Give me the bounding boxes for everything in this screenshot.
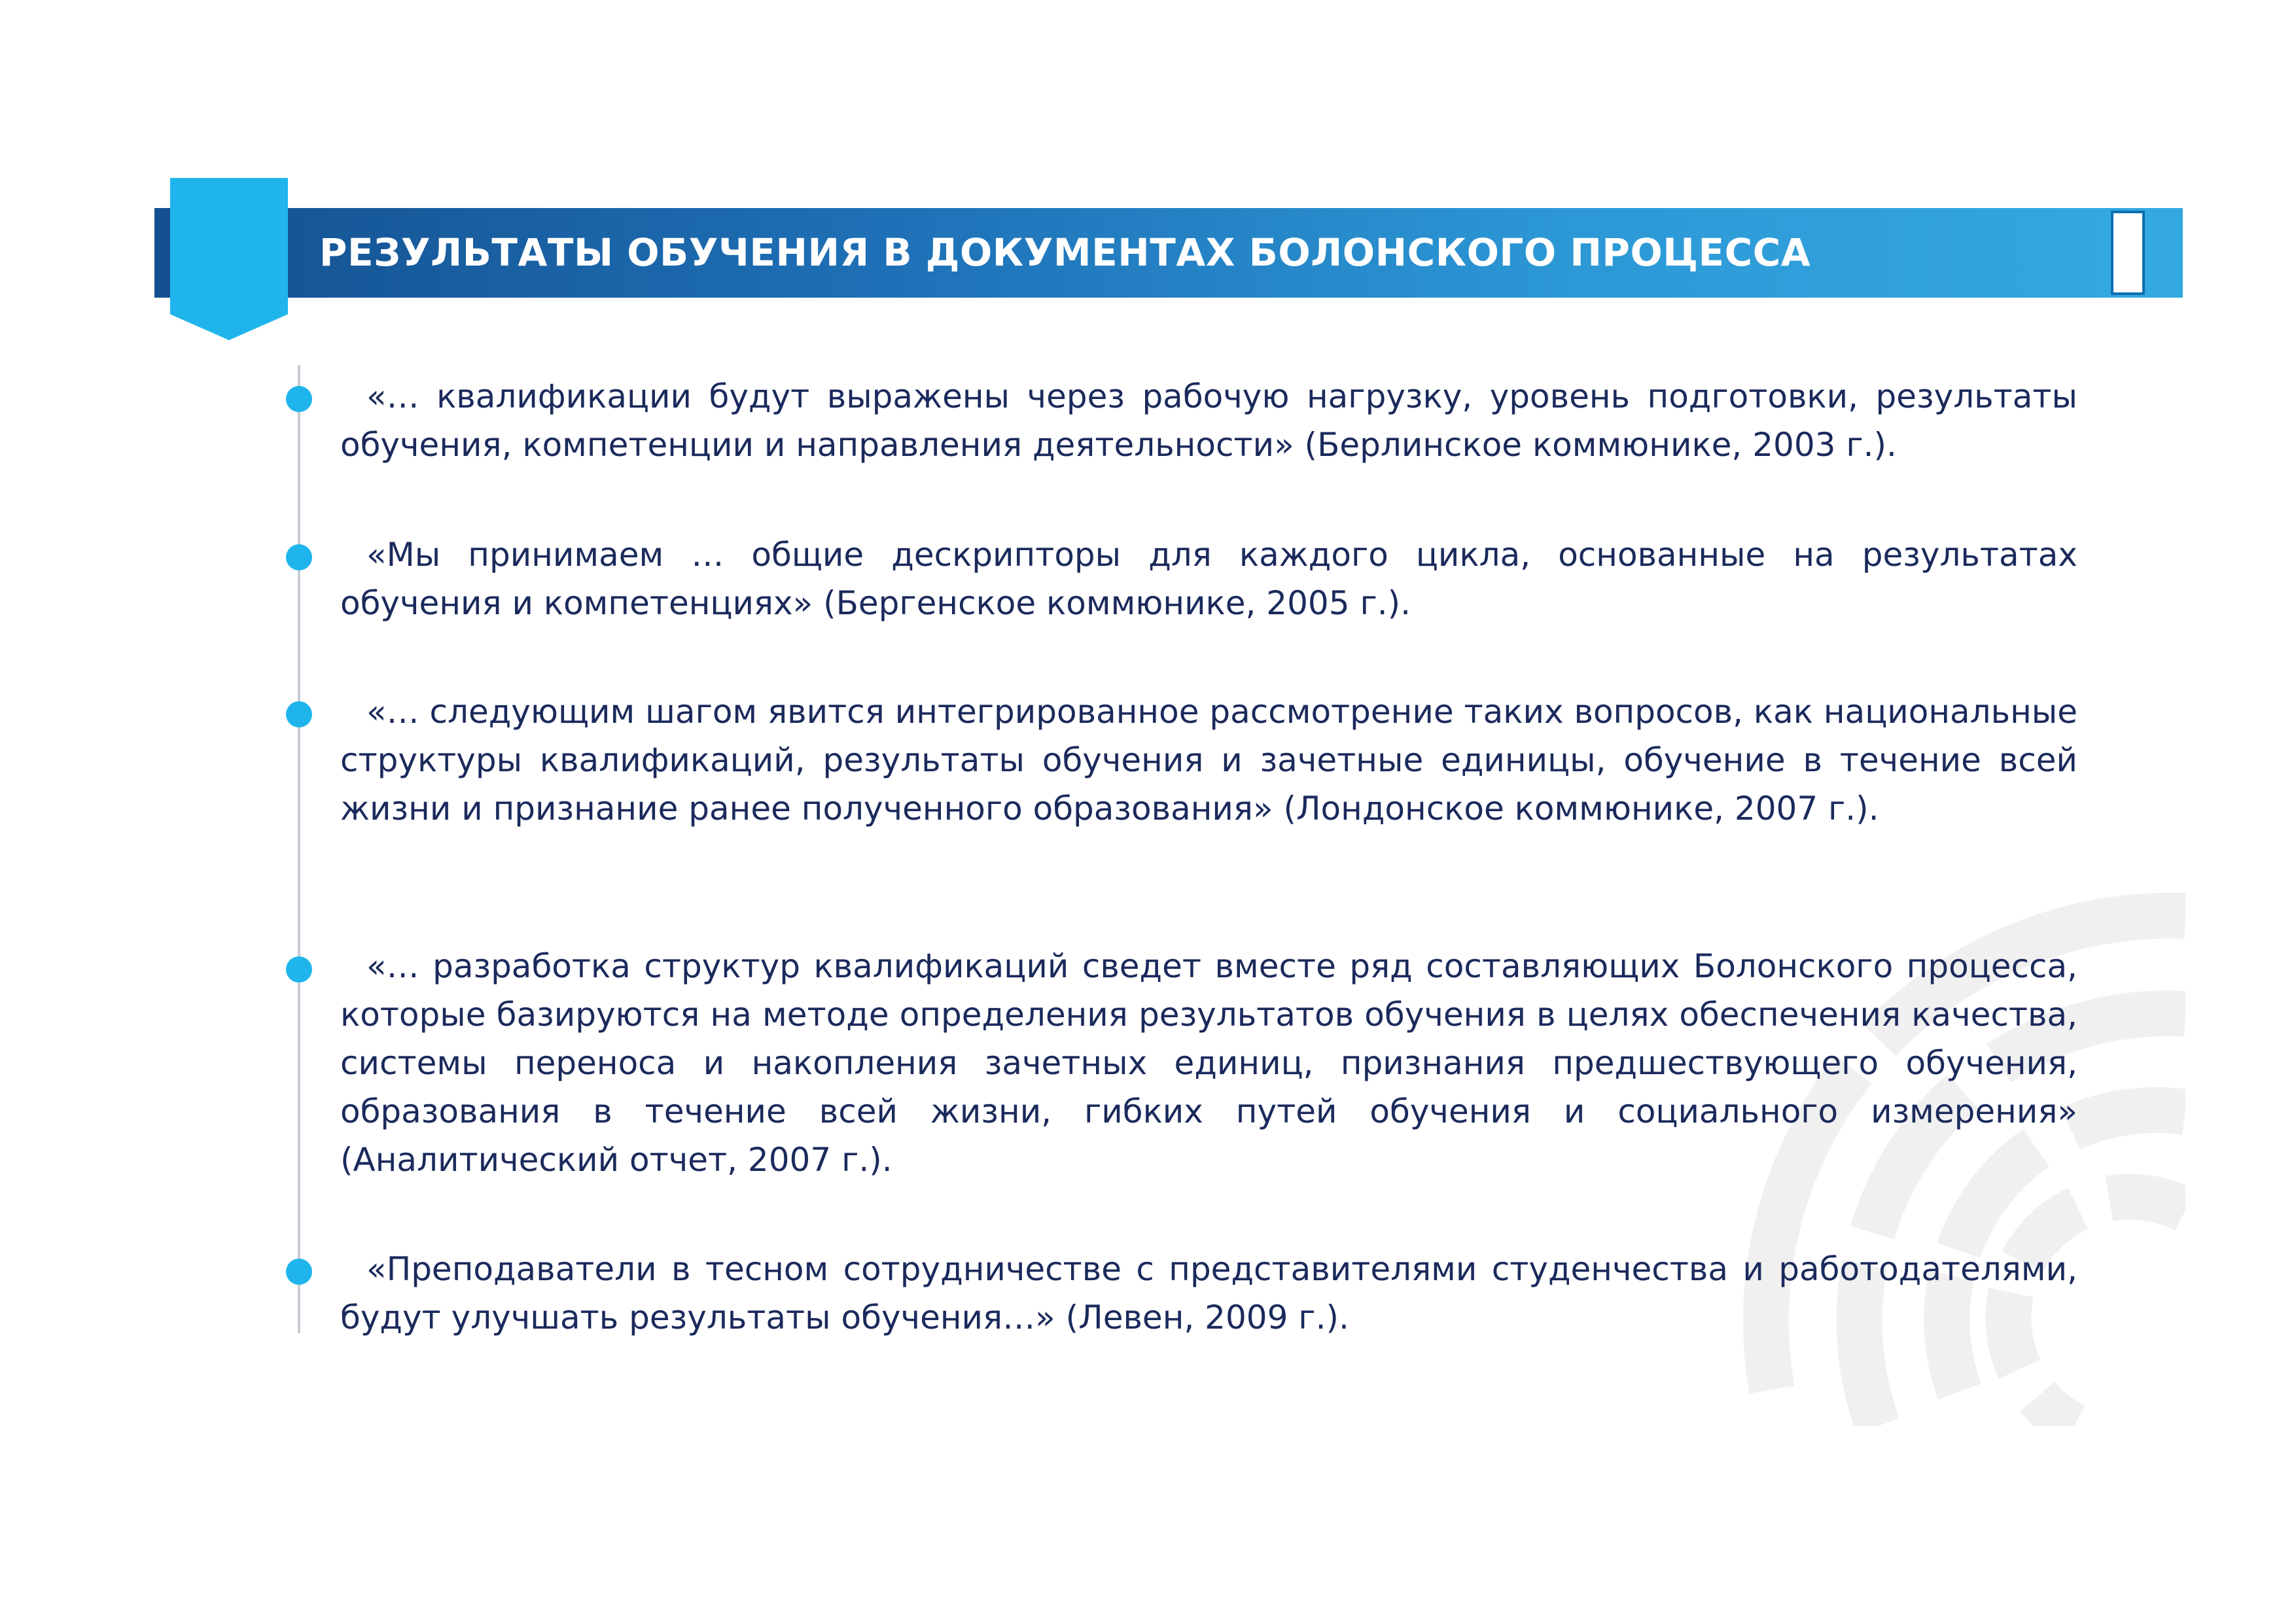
timeline-line bbox=[298, 365, 300, 1333]
quote-analytical-report: «… разработка структур квалификаций сведет вместе ряд составляющих Болонского процесса, которые базируются на методе определения результатов обучения в целях обеспечения качества, системы переноса и накопления зачетных единиц, признания предшествующего обучения, образования в течение всей жизни, гибких путей обучения и социального измерения» (Аналитический отчет, 2007 г.). bbox=[340, 947, 2077, 1179]
quote-london: «… следующим шагом явится интегрированное рассмотрение таких вопросов, как национальные структуры квалификаций, результаты обучения и зачетные единицы, обучение в течение всей жизни и признание ранее полученного образования» (Лондонское коммюнике, 2007 г.). bbox=[340, 693, 2077, 828]
quote-berlin: «… квалификации будут выражены через рабочую нагрузку, уровень подготовки, результаты обучения, компетенции и направления деятельности» (Берлинское коммюнике, 2003 г.). bbox=[340, 377, 2077, 464]
page-title: РЕЗУЛЬТАТЫ ОБУЧЕНИЯ В ДОКУМЕНТАХ БОЛОНСКОГО ПРОЦЕССА bbox=[319, 230, 1811, 275]
quote-leuven: «Преподаватели в тесном сотрудничестве с представителями студенчества и работодателями, будут улучшать результаты обучения…» (Левен, 2009 г.). bbox=[340, 1250, 2077, 1336]
header-end-marker bbox=[2111, 211, 2145, 295]
timeline-bullet bbox=[286, 386, 312, 412]
timeline-bullet bbox=[286, 956, 312, 983]
header-tab-marker bbox=[170, 178, 288, 340]
timeline-bullet bbox=[286, 544, 312, 570]
timeline-bullet bbox=[286, 1259, 312, 1285]
quote-bergen: «Мы принимаем … общие дескрипторы для каждого цикла, основанные на результатах обучения и компетенциях» (Бергенское коммюнике, 2005 г.). bbox=[340, 536, 2077, 622]
timeline-bullet bbox=[286, 701, 312, 727]
